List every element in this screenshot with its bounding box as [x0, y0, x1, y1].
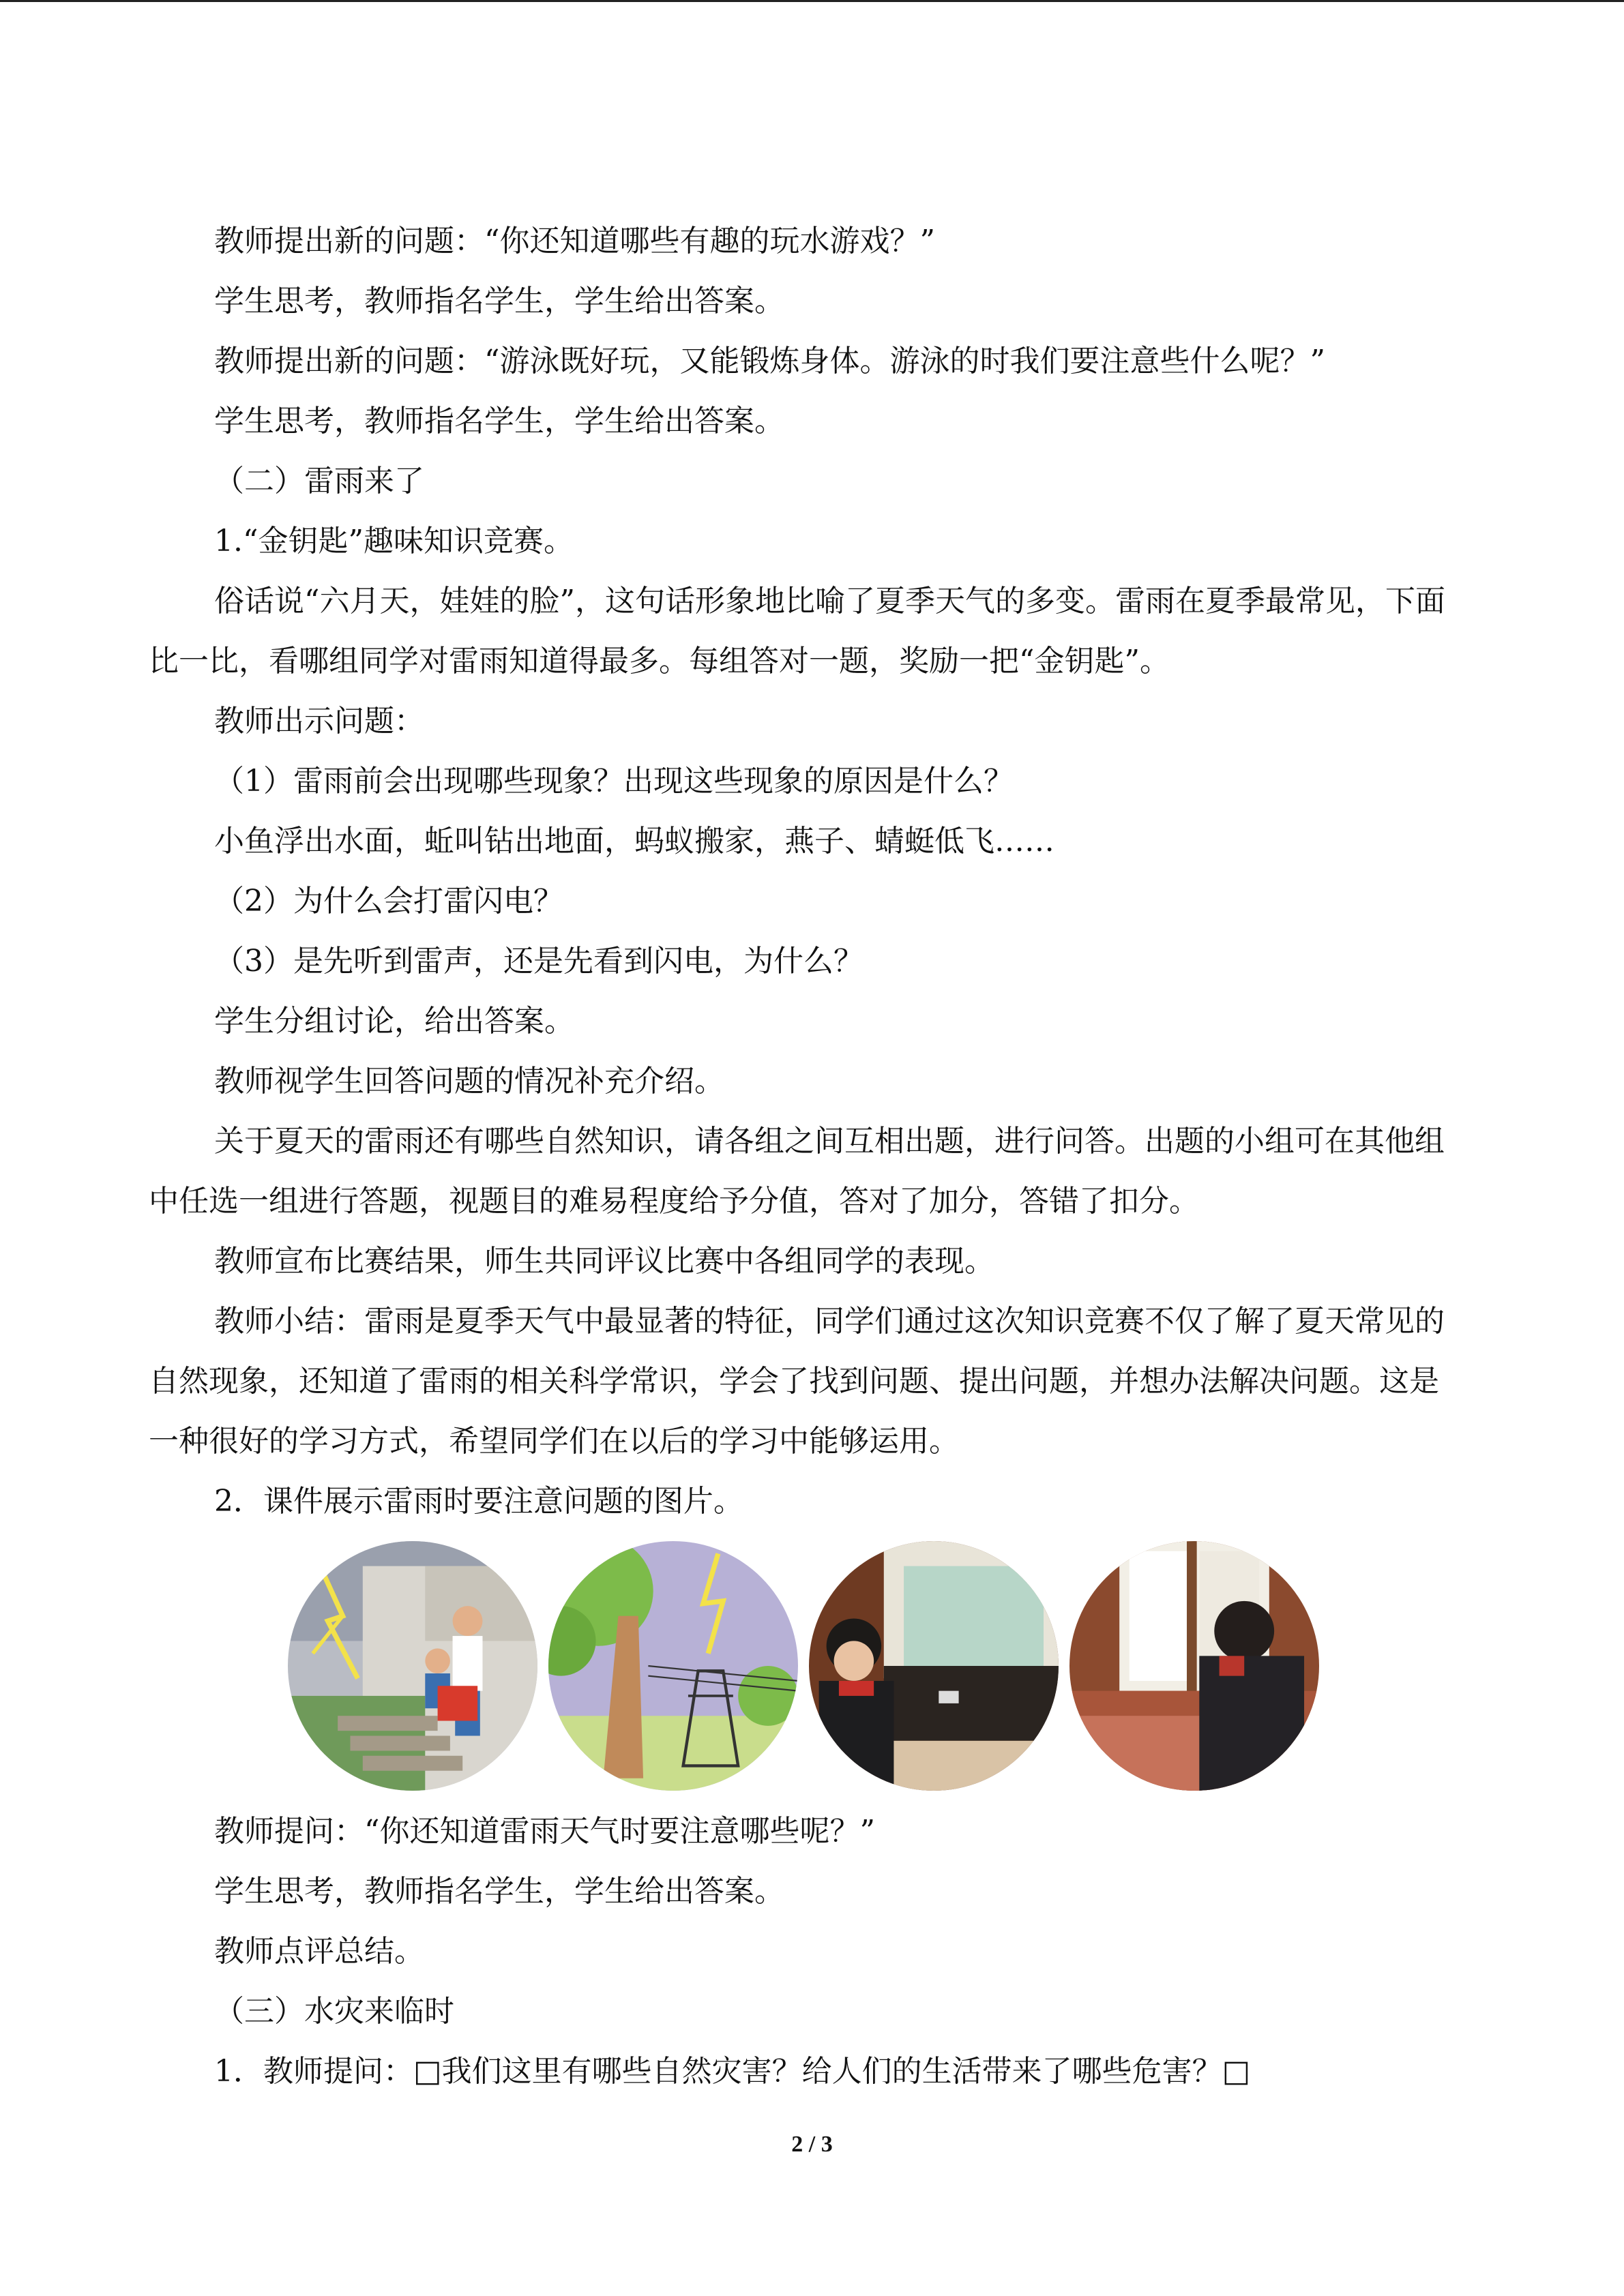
paragraph: 教师提问：“你还知道雷雨天气时要注意哪些呢？”	[214, 1814, 875, 1849]
tree-power-tower-image	[548, 1541, 798, 1791]
paragraph: 关于夏天的雷雨还有哪些自然知识，请各组之间互相出题，进行问答。出题的小组可在其他组中任选一组进行答题，视题目的难易程度给予分值，答对了加分，答错了扣分。	[149, 1124, 1445, 1219]
paragraph: 教师提出新的问题：“你还知道哪些有趣的玩水游戏？”	[214, 224, 935, 258]
paragraph: 教师小结：雷雨是夏季天气中最显著的特征，同学们通过这次知识竞赛不仅了解了夏天常见的自然现象，还知道了雷雨的相关科学常识，学会了找到问题、提出问题，并想办法解决问题。这是一种很好的学习方式，希望同学们在以后的学习中能够运用。	[149, 1304, 1445, 1459]
paragraph: 小鱼浮出水面，蚯叫钻出地面，蚂蚁搬家，燕子、蜻蜓低飞……	[214, 824, 1054, 859]
thunderstorm-stairs-image	[288, 1541, 537, 1791]
document-body	[149, 211, 1458, 2102]
paragraph: 教师视学生回答问题的情况补充介绍。	[214, 1064, 724, 1099]
page-top-border	[0, 0, 1624, 2]
illustration-row	[149, 1537, 1458, 1795]
section-heading: （二）雷雨来了	[214, 464, 424, 498]
subsection-heading: 1．教师提问：□我们这里有哪些自然灾害？给人们的生活带来了哪些危害？□	[214, 2054, 1251, 2089]
paragraph: 学生思考，教师指名学生，学生给出答案。	[214, 1874, 784, 1909]
question-item: （2）为什么会打雷闪电？	[214, 884, 563, 919]
child-turning-off-tv-image	[809, 1541, 1059, 1791]
paragraph: 学生思考，教师指名学生，学生给出答案。	[214, 284, 784, 318]
paragraphs-top	[149, 211, 1458, 1532]
paragraph: 教师出示问题：	[214, 704, 424, 739]
paragraph: 教师宣布比赛结果，师生共同评议比赛中各组同学的表现。	[214, 1244, 994, 1279]
paragraph: 学生思考，教师指名学生，学生给出答案。	[214, 404, 784, 438]
paragraph: 教师点评总结。	[214, 1934, 424, 1969]
paragraph: 学生分组讨论，给出答案。	[214, 1004, 574, 1039]
section-heading: （三）水灾来临时	[214, 1994, 454, 2029]
paragraphs-bottom	[149, 1802, 1458, 2102]
page-number: 2 / 3	[791, 2132, 833, 2157]
child-closing-window-image	[1069, 1541, 1319, 1791]
question-item: （1）雷雨前会出现哪些现象？出现这些现象的原因是什么？	[214, 764, 1014, 799]
subsection-heading: 2．课件展示雷雨时要注意问题的图片。	[214, 1484, 743, 1519]
question-item: （3）是先听到雷声，还是先看到闪电，为什么？	[214, 944, 863, 979]
subsection-heading: 1.“金钥匙”趣味知识竞赛。	[214, 524, 574, 558]
paragraph: 俗话说“六月天，娃娃的脸”，这句话形象地比喻了夏季天气的多变。雷雨在夏季最常见，下面比一比，看哪组同学对雷雨知道得最多。每组答对一题，奖励一把“金钥匙”。	[149, 584, 1445, 679]
paragraph: 教师提出新的问题：“游泳既好玩，又能锻炼身体。游泳的时我们要注意些什么呢？”	[214, 344, 1325, 378]
